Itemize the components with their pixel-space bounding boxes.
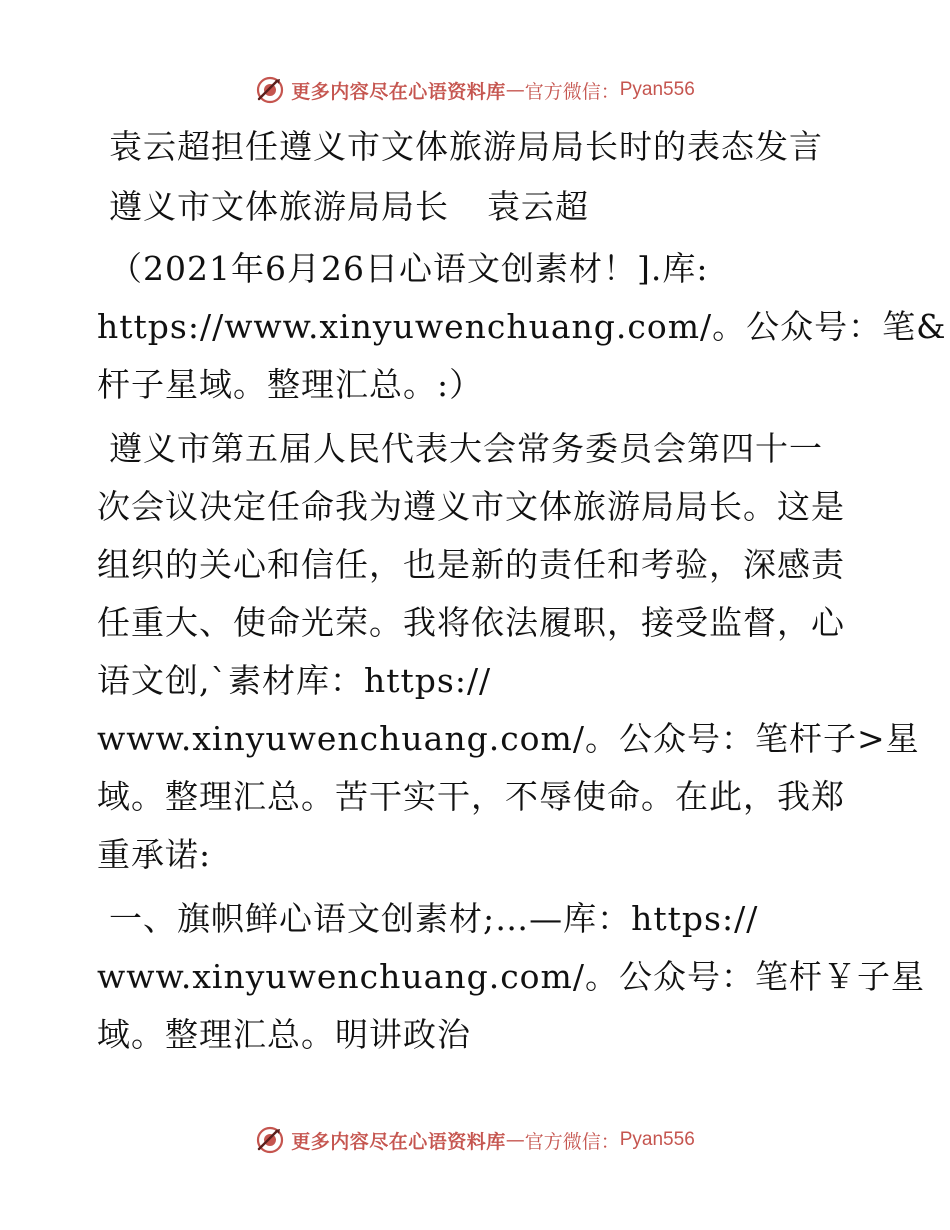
body-line: 域。整理汇总。明讲政治 [97,1015,471,1054]
body-line: 遵义市第五届人民代表大会常务委员会第四十一 [109,429,823,468]
banner-wechat-id: Pyan556 [619,1129,695,1150]
body-line: 语文创,`素材库：https:// [97,661,492,700]
note-line: 杆子星域。整理汇总。:） [97,365,484,404]
banner-main-text: 更多内容尽在心语资料库 [291,1130,506,1153]
brand-logo-icon [255,1125,285,1155]
banner-wechat-label: 官方微信： [524,1130,620,1153]
source-note [97,240,947,414]
body-line: 域。整理汇总。苦干实干，不辱使命。在此，我郑 [97,777,845,816]
banner-wechat-id: Pyan556 [619,79,695,100]
banner-dash: — [505,1129,525,1151]
document-title: 袁云超担任遵义市文体旅游局局长时的表态发言 [109,127,823,166]
body-line: 重承诺: [97,835,212,874]
body-line: 次会议决定任命我为遵义市文体旅游局局长。这是 [97,487,845,526]
author-title: 遵义市文体旅游局局长 [109,187,449,226]
author-name: 袁云超 [487,187,589,226]
banner-main-text: 更多内容尽在心语资料库 [291,80,506,103]
document-body [97,118,947,1064]
note-line: （2021年6月26日心语文创素材！].库: [109,249,709,288]
banner-dash: — [505,79,525,101]
document-author [97,178,857,236]
body-line: 一、旗帜鲜心语文创素材;…—库：https:// [109,899,759,938]
body-line: www.xinyuwenchuang.com/。公众号：笔杆子>星 [97,719,920,758]
body-line: 组织的关心和信任，也是新的责任和考验，深感责 [97,545,845,584]
brand-logo-icon [255,75,285,105]
header-banner [0,72,950,108]
footer-banner [0,1122,950,1158]
body-line: 任重大、使命光荣。我将依法履职，接受监督，心 [97,603,845,642]
note-line: https://www.xinyuwenchuang.com/。公众号：笔& [97,307,947,346]
body-paragraph [97,420,920,884]
body-paragraph [97,890,925,1064]
body-line: www.xinyuwenchuang.com/。公众号：笔杆￥子星 [97,957,925,996]
banner-wechat-label: 官方微信： [524,80,620,103]
